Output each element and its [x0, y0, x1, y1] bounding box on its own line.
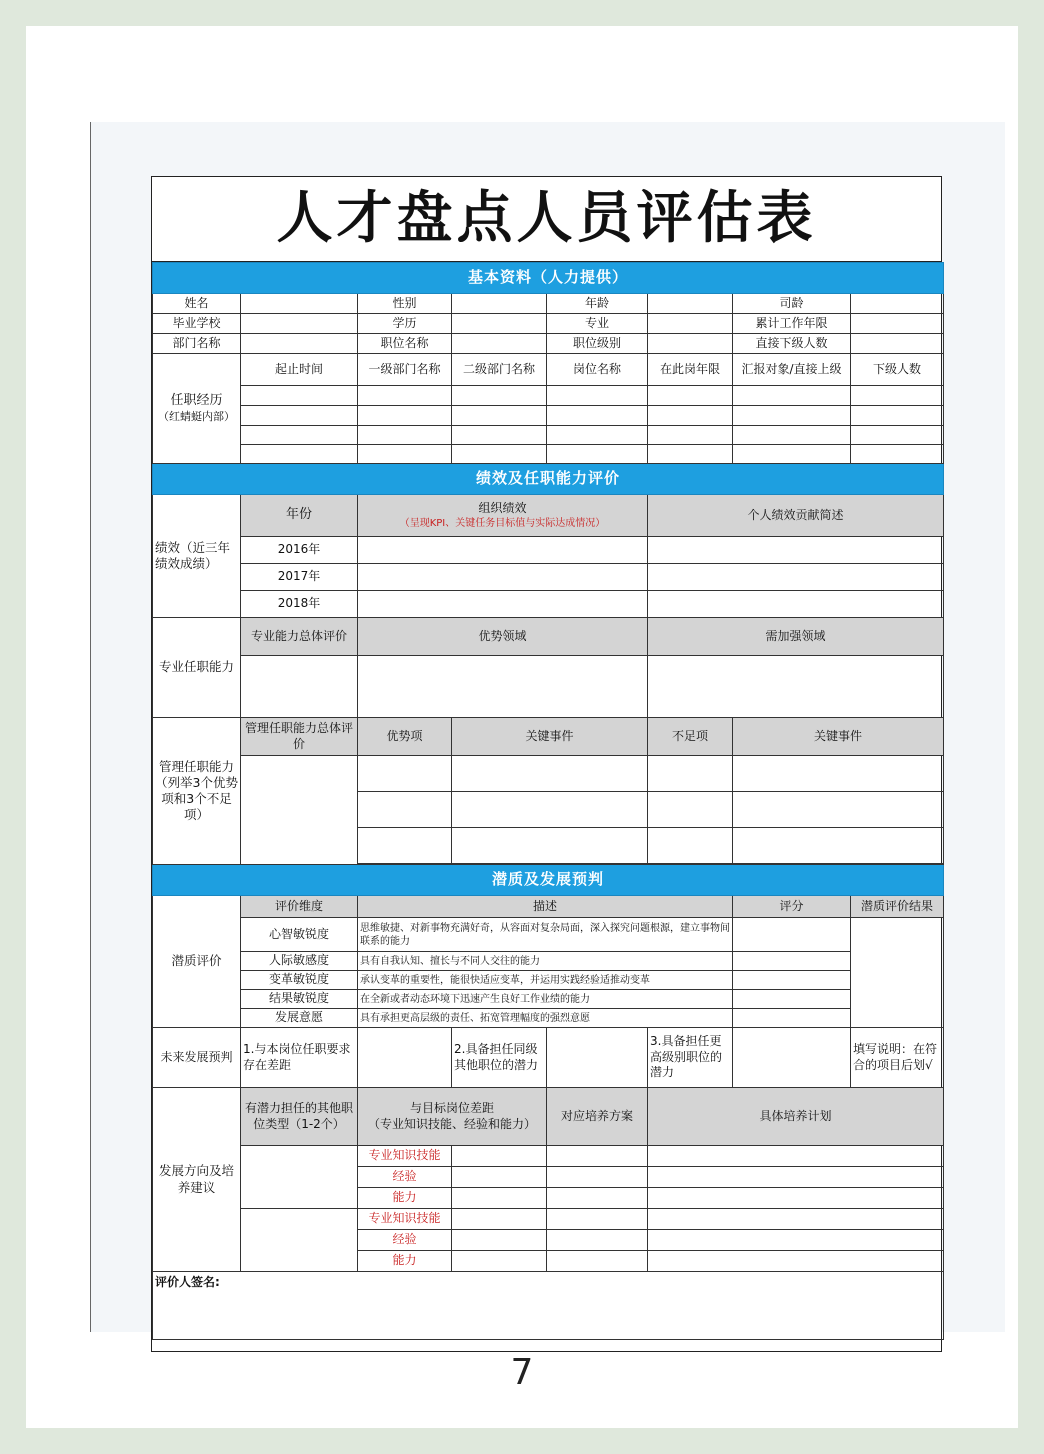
strengths-input[interactable]: [358, 656, 648, 718]
history-header-years: 在此岗年限: [648, 354, 733, 386]
form-title: 人才盘点人员评估表: [152, 177, 941, 262]
personal-performance-2016[interactable]: [648, 537, 944, 564]
future-option-1: 1.与本岗位任职要求存在差距: [241, 1028, 358, 1088]
job-history-title: 任职经历: [170, 392, 223, 408]
gap-skill-2: 专业知识技能: [358, 1209, 452, 1230]
label-name: 姓名: [153, 294, 241, 314]
input-work-years[interactable]: [851, 314, 944, 334]
year-2018: 2018年: [241, 591, 358, 618]
history-header-supervisor: 汇报对象/直接上级: [733, 354, 851, 386]
label-work-years: 累计工作年限: [733, 314, 851, 334]
history-row: [153, 386, 944, 406]
gap-experience-2: 经验: [358, 1230, 452, 1251]
page: [26, 26, 1018, 1428]
history-header-period: 起止时间: [241, 354, 358, 386]
org-performance-title: 组织绩效: [478, 501, 527, 516]
future-check-3[interactable]: [733, 1028, 851, 1088]
label-education: 学历: [358, 314, 452, 334]
description-willingness: 具有承担更高层级的责任、拓宽管理幅度的强烈意愿: [358, 1009, 733, 1028]
dimension-willingness: 发展意愿: [241, 1009, 358, 1028]
header-strengths: 优势领域: [358, 618, 648, 656]
input-school[interactable]: [241, 314, 358, 334]
personal-performance-2018[interactable]: [648, 591, 944, 618]
management-overall-input[interactable]: [241, 756, 358, 865]
future-option-3: 3.具备担任更高级别职位的潜力: [648, 1028, 733, 1088]
evaluation-form: [151, 176, 942, 1352]
history-header-dept1: 一级部门名称: [358, 354, 452, 386]
future-option-2: 2.具备担任同级其他职位的潜力: [452, 1028, 547, 1088]
description-mental: 思维敏捷、对新事物充满好奇，从容面对复杂局面，深入探究问题根源，建立事物间联系的能力: [358, 918, 733, 952]
professional-overall-input[interactable]: [241, 656, 358, 718]
org-performance-2017[interactable]: [358, 564, 648, 591]
label-development: 发展方向及培养建议: [153, 1088, 241, 1272]
label-professional: 专业任职能力: [153, 618, 241, 718]
label-gender: 性别: [358, 294, 452, 314]
header-dimension: 评价维度: [241, 896, 358, 918]
gap-ability-1: 能力: [358, 1188, 452, 1209]
label-potential: 潜质评价: [153, 896, 241, 1028]
header-training-plan: 对应培养方案: [547, 1088, 648, 1146]
label-job-history: [153, 354, 241, 464]
input-tenure[interactable]: [851, 294, 944, 314]
gap-skill-1: 专业知识技能: [358, 1146, 452, 1167]
gap-subtitle: （专业知识技能、经验和能力）: [367, 1116, 536, 1131]
input-gender[interactable]: [452, 294, 547, 314]
dimension-mental: 心智敏锐度: [241, 918, 358, 952]
label-department: 部门名称: [153, 334, 241, 354]
label-major: 专业: [547, 314, 648, 334]
section-performance: 绩效及任职能力评价: [153, 464, 944, 495]
header-professional-overall: 专业能力总体评价: [241, 618, 358, 656]
header-score: 评分: [733, 896, 851, 918]
input-education[interactable]: [452, 314, 547, 334]
section-potential: 潜质及发展预判: [153, 865, 944, 896]
header-weakness: 不足项: [648, 718, 733, 756]
label-subordinates: 直接下级人数: [733, 334, 851, 354]
score-mental[interactable]: [733, 918, 851, 952]
input-major[interactable]: [648, 314, 733, 334]
history-header-subordinates: 下级人数: [851, 354, 944, 386]
description-change: 承认变革的重要性，能很快适应变革，并运用实践经验适推动变革: [358, 971, 733, 990]
org-performance-2018[interactable]: [358, 591, 648, 618]
header-other-positions: 有潜力担任的其他职位类型（1-2个）: [241, 1088, 358, 1146]
header-improvement: 需加强领域: [648, 618, 944, 656]
potential-result-input[interactable]: [851, 918, 944, 1028]
history-row: [153, 406, 944, 426]
label-position: 职位名称: [358, 334, 452, 354]
label-management: 管理任职能力（列举3个优势项和3个不足项）: [153, 718, 241, 865]
header-management-overall: 管理任职能力总体评价: [241, 718, 358, 756]
year-2017: 2017年: [241, 564, 358, 591]
dimension-results: 结果敏锐度: [241, 990, 358, 1009]
job-history-subtitle: （红蜻蜓内部）: [158, 409, 235, 423]
gap-experience-1: 经验: [358, 1167, 452, 1188]
form-table: [152, 262, 944, 1340]
signature-field[interactable]: [153, 1272, 944, 1340]
label-school: 毕业学校: [153, 314, 241, 334]
improvement-input[interactable]: [648, 656, 944, 718]
gap-ability-2: 能力: [358, 1251, 452, 1272]
future-check-2[interactable]: [547, 1028, 648, 1088]
gap-title: 与目标岗位差距: [409, 1100, 494, 1115]
dimension-interpersonal: 人际敏感度: [241, 952, 358, 971]
header-key-event-2: 关键事件: [733, 718, 944, 756]
input-position[interactable]: [452, 334, 547, 354]
input-department[interactable]: [241, 334, 358, 354]
header-gap: [358, 1088, 547, 1146]
header-personal-performance: 个人绩效贡献简述: [648, 495, 944, 537]
org-performance-2016[interactable]: [358, 537, 648, 564]
personal-performance-2017[interactable]: [648, 564, 944, 591]
header-key-event-1: 关键事件: [452, 718, 648, 756]
label-tenure: 司龄: [733, 294, 851, 314]
history-header-post: 岗位名称: [547, 354, 648, 386]
header-description: 描述: [358, 896, 733, 918]
header-specific-plan: 具体培养计划: [648, 1088, 944, 1146]
future-check-1[interactable]: [358, 1028, 452, 1088]
label-age: 年龄: [547, 294, 648, 314]
position-2-input[interactable]: [241, 1209, 358, 1272]
signature-label: 评价人签名:: [155, 1275, 220, 1289]
input-subordinates[interactable]: [851, 334, 944, 354]
score-interpersonal[interactable]: [733, 952, 851, 971]
future-note: 填写说明：在符合的项目后划√: [851, 1028, 944, 1088]
header-potential-result: 潜质评价结果: [851, 896, 944, 918]
label-future: 未来发展预判: [153, 1028, 241, 1088]
header-year: 年份: [241, 495, 358, 537]
input-level[interactable]: [648, 334, 733, 354]
page-number: 7: [510, 1352, 534, 1393]
section-basic: 基本资料（人力提供）: [153, 263, 944, 294]
input-name[interactable]: [241, 294, 358, 314]
score-change[interactable]: [733, 971, 851, 990]
org-performance-note: （呈现KPI、关键任务目标值与实际达成情况）: [399, 517, 606, 529]
history-row: [153, 445, 944, 464]
input-age[interactable]: [648, 294, 733, 314]
label-level: 职位级别: [547, 334, 648, 354]
year-2016: 2016年: [241, 537, 358, 564]
history-row: [153, 426, 944, 445]
description-results: 在全新或者动态环境下迅速产生良好工作业绩的能力: [358, 990, 733, 1009]
description-interpersonal: 具有自我认知、擅长与不同人交往的能力: [358, 952, 733, 971]
dimension-change: 变革敏锐度: [241, 971, 358, 990]
header-advantage: 优势项: [358, 718, 452, 756]
score-willingness[interactable]: [733, 1009, 851, 1028]
position-1-input[interactable]: [241, 1146, 358, 1209]
label-performance: 绩效（近三年绩效成绩）: [153, 495, 241, 618]
history-header-dept2: 二级部门名称: [452, 354, 547, 386]
header-org-performance: [358, 495, 648, 537]
score-results[interactable]: [733, 990, 851, 1009]
